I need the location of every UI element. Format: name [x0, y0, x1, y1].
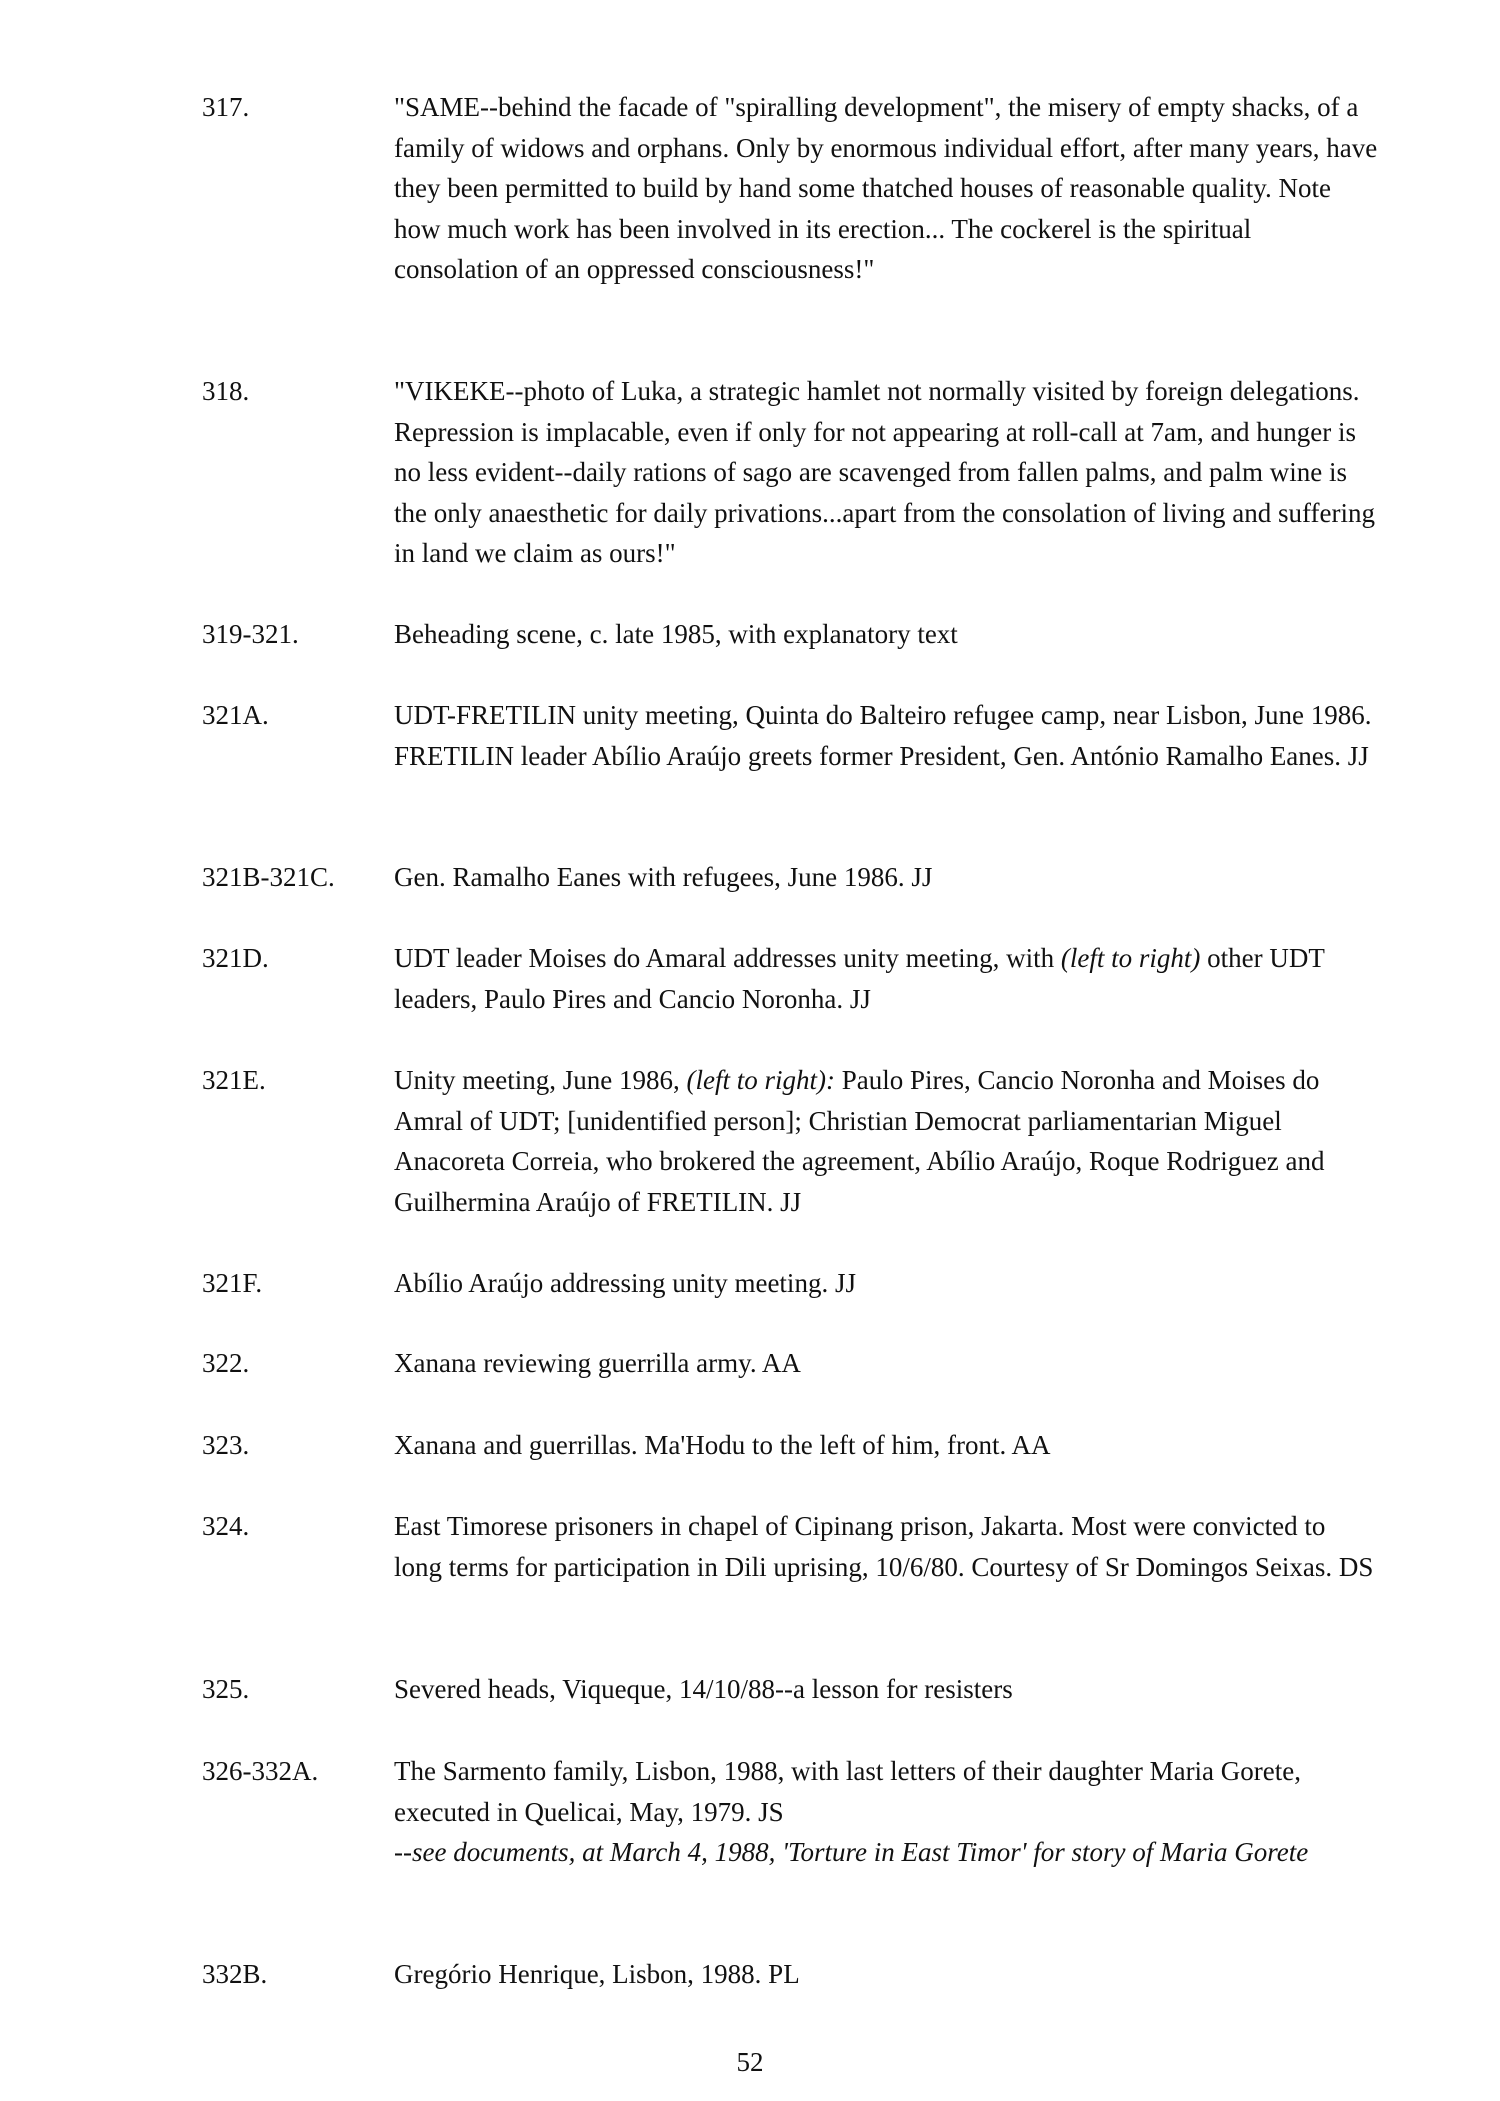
text-part: UDT leader Moises do Amaral addresses unity meeting, with	[394, 943, 1061, 973]
entry-number: 318.	[202, 376, 250, 406]
see-documents-note: --see documents, at March 4, 1988, 'Torture in East Timor' for story of Maria Gorete	[394, 1837, 1309, 1867]
italic-text: (left to right)	[1060, 943, 1201, 973]
text-part: Paulo Pires, Cancio Noronha and Moises do Amral of UDT; [unidentified person]; Christian Democrat parliamentarian Miguel Anacoreta Correia, who brokered the agreement, Abílio Araújo, Roque Rodriguez and Guilhermina Araújo of FRETILIN. JJ	[394, 1065, 1325, 1217]
entry-number: 321D.	[202, 943, 269, 973]
entry-description: UDT-FRETILIN unity meeting, Quinta do Balteiro refugee camp, near Lisbon, June 1986. FRETILIN leader Abílio Araújo greets former President, Gen. António Ramalho Eanes. JJ	[394, 700, 1372, 771]
entry-number: 324.	[202, 1511, 250, 1541]
entry-description: Beheading scene, c. late 1985, with explanatory text	[394, 619, 958, 649]
entry-number: 321F.	[202, 1268, 263, 1298]
entry-number: 323.	[202, 1430, 250, 1460]
entry-number: 332B.	[202, 1959, 268, 1989]
text-part: The Sarmento family, Lisbon, 1988, with last letters of their daughter Maria Gorete, executed in Quelicai, May, 1979. JS	[394, 1756, 1302, 1827]
page-number: 52	[736, 2047, 764, 2077]
entry-number: 325.	[202, 1674, 250, 1704]
entry-number: 321A.	[202, 700, 269, 730]
entry-description: Xanana and guerrillas. Ma'Hodu to the left of him, front. AA	[394, 1430, 1051, 1460]
entry-description	[394, 1751, 1379, 1873]
entry-description	[394, 1060, 1379, 1222]
text-part: Unity meeting, June 1986,	[394, 1065, 687, 1095]
entry-number: 322.	[202, 1348, 250, 1378]
entry-description: Severed heads, Viqueque, 14/10/88--a lesson for resisters	[394, 1674, 1013, 1704]
entry-number: 321B-321C.	[202, 862, 335, 892]
text-part: other UDT leaders, Paulo Pires and Cancio Noronha. JJ	[394, 943, 1325, 1014]
entry-description: Gen. Ramalho Eanes with refugees, June 1986. JJ	[394, 862, 933, 892]
entry-description	[394, 938, 1379, 1019]
entry-number: 321E.	[202, 1065, 266, 1095]
entry-description: "VIKEKE--photo of Luka, a strategic hamlet not normally visited by foreign delegations. Repression is implacable, even if only for not appearing at roll-call at 7am, and hunger is no less evident--daily rations of sago are scavenged from fallen palms, and palm wine is the only anaesthetic for daily privations...apart from the consolation of living and suffering in land we claim as ours!"	[394, 376, 1375, 568]
entry-description: Gregório Henrique, Lisbon, 1988. PL	[394, 1959, 800, 1989]
entry-description: East Timorese prisoners in chapel of Cipinang prison, Jakarta. Most were convicted to long terms for participation in Dili uprising, 10/6/80. Courtesy of Sr Domingos Seixas. DS	[394, 1511, 1374, 1582]
entry-number: 319-321.	[202, 619, 299, 649]
entry-number: 317.	[202, 92, 250, 122]
entry-description: Xanana reviewing guerrilla army. AA	[394, 1348, 801, 1378]
entry-description: Abílio Araújo addressing unity meeting. JJ	[394, 1268, 856, 1298]
entry-number: 326-332A.	[202, 1756, 319, 1786]
italic-text: (left to right):	[686, 1065, 835, 1095]
entry-description: "SAME--behind the facade of "spiralling development", the misery of empty shacks, of a family of widows and orphans. Only by enormous individual effort, after many years, have they been permitted to build by hand some thatched houses of reasonable quality. Note how much work has been involved in its erection... The cockerel is the spiritual consolation of an oppressed consciousness!"	[394, 92, 1378, 284]
